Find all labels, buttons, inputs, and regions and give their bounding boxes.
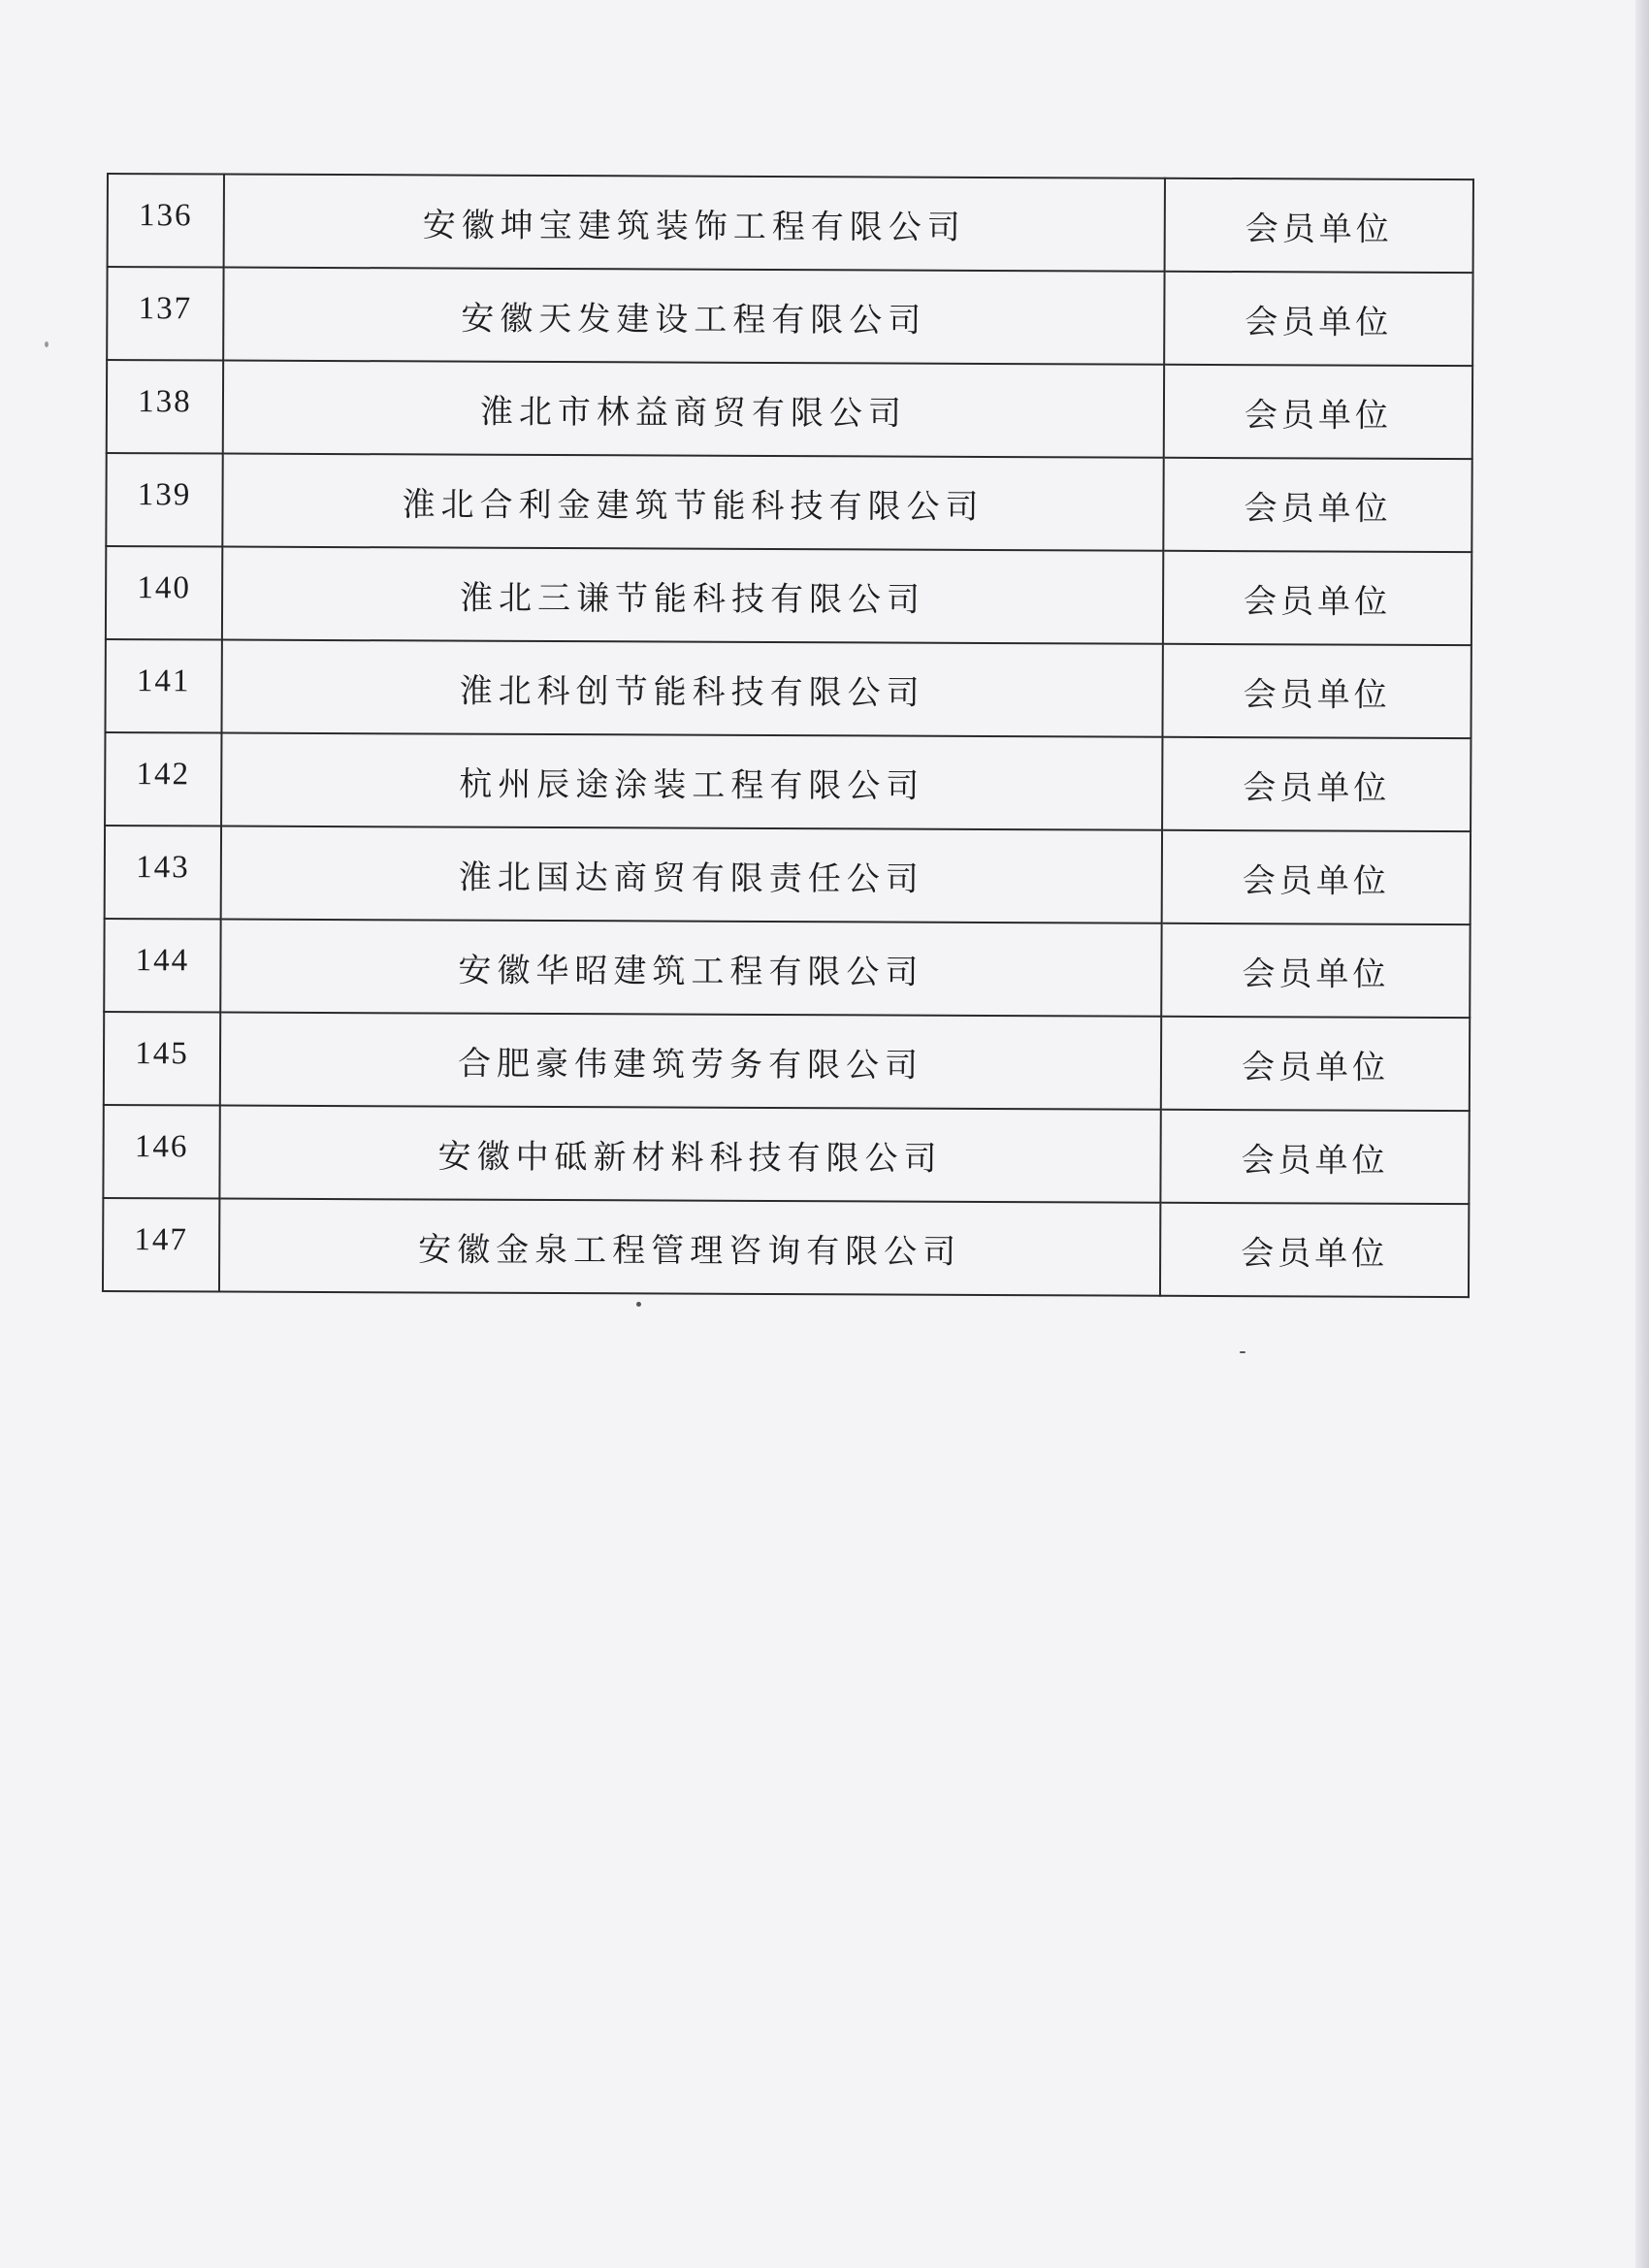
membership-type-cell: 会员单位 — [1162, 737, 1471, 831]
company-name-cell: 合肥豪伟建筑劳务有限公司 — [220, 1013, 1161, 1110]
company-name-cell: 安徽天发建设工程有限公司 — [223, 268, 1164, 365]
table-row — [107, 267, 1472, 366]
company-name-cell: 淮北三谦节能科技有限公司 — [222, 547, 1163, 644]
row-number-cell: 142 — [105, 732, 221, 826]
company-name-cell: 淮北市林益商贸有限公司 — [223, 361, 1164, 458]
membership-type-cell: 会员单位 — [1164, 365, 1472, 459]
company-name-cell: 安徽中砥新材料科技有限公司 — [219, 1106, 1160, 1203]
table-row — [108, 174, 1473, 273]
membership-type-cell: 会员单位 — [1160, 1110, 1469, 1204]
row-number-cell: 145 — [104, 1012, 220, 1106]
table-row — [104, 1012, 1470, 1111]
row-number-cell: 147 — [103, 1198, 219, 1292]
table-row — [106, 546, 1471, 645]
scan-speck — [636, 1302, 641, 1307]
table-row — [105, 639, 1471, 738]
table-row — [105, 732, 1471, 831]
table-row — [106, 453, 1471, 552]
company-name-cell: 安徽金泉工程管理咨询有限公司 — [219, 1199, 1160, 1296]
scan-speck — [1240, 1351, 1245, 1353]
company-name-cell: 淮北国达商贸有限责任公司 — [221, 826, 1162, 923]
table-row — [105, 826, 1471, 924]
scan-edge-shadow — [1635, 0, 1649, 2268]
row-number-cell: 139 — [106, 453, 222, 547]
membership-type-cell: 会员单位 — [1163, 458, 1471, 552]
membership-type-cell: 会员单位 — [1160, 1203, 1469, 1297]
membership-type-cell: 会员单位 — [1161, 923, 1470, 1018]
membership-type-cell: 会员单位 — [1162, 644, 1471, 738]
row-number-cell: 143 — [105, 826, 221, 920]
company-name-cell: 淮北合利金建筑节能科技有限公司 — [222, 454, 1163, 551]
member-table-body — [103, 174, 1473, 1297]
membership-type-cell: 会员单位 — [1164, 272, 1472, 366]
row-number-cell: 140 — [106, 546, 222, 640]
row-number-cell: 137 — [107, 267, 223, 361]
row-number-cell: 141 — [105, 639, 221, 733]
member-table — [102, 173, 1474, 1298]
row-number-cell: 138 — [107, 360, 223, 454]
table-row — [103, 1198, 1469, 1297]
membership-type-cell: 会员单位 — [1163, 551, 1471, 645]
scan-speck — [45, 341, 48, 347]
membership-type-cell: 会员单位 — [1162, 830, 1471, 924]
company-name-cell: 安徽坤宝建筑装饰工程有限公司 — [224, 175, 1165, 272]
company-name-cell: 安徽华昭建筑工程有限公司 — [220, 920, 1161, 1017]
membership-type-cell: 会员单位 — [1165, 178, 1473, 273]
company-name-cell: 淮北科创节能科技有限公司 — [221, 640, 1162, 737]
table-row — [104, 919, 1470, 1018]
company-name-cell: 杭州辰途涂装工程有限公司 — [221, 733, 1162, 830]
row-number-cell: 144 — [104, 919, 220, 1013]
row-number-cell: 146 — [103, 1105, 219, 1199]
table-row — [107, 360, 1472, 459]
table-row — [103, 1105, 1469, 1204]
membership-type-cell: 会员单位 — [1161, 1017, 1470, 1111]
row-number-cell: 136 — [108, 174, 224, 268]
